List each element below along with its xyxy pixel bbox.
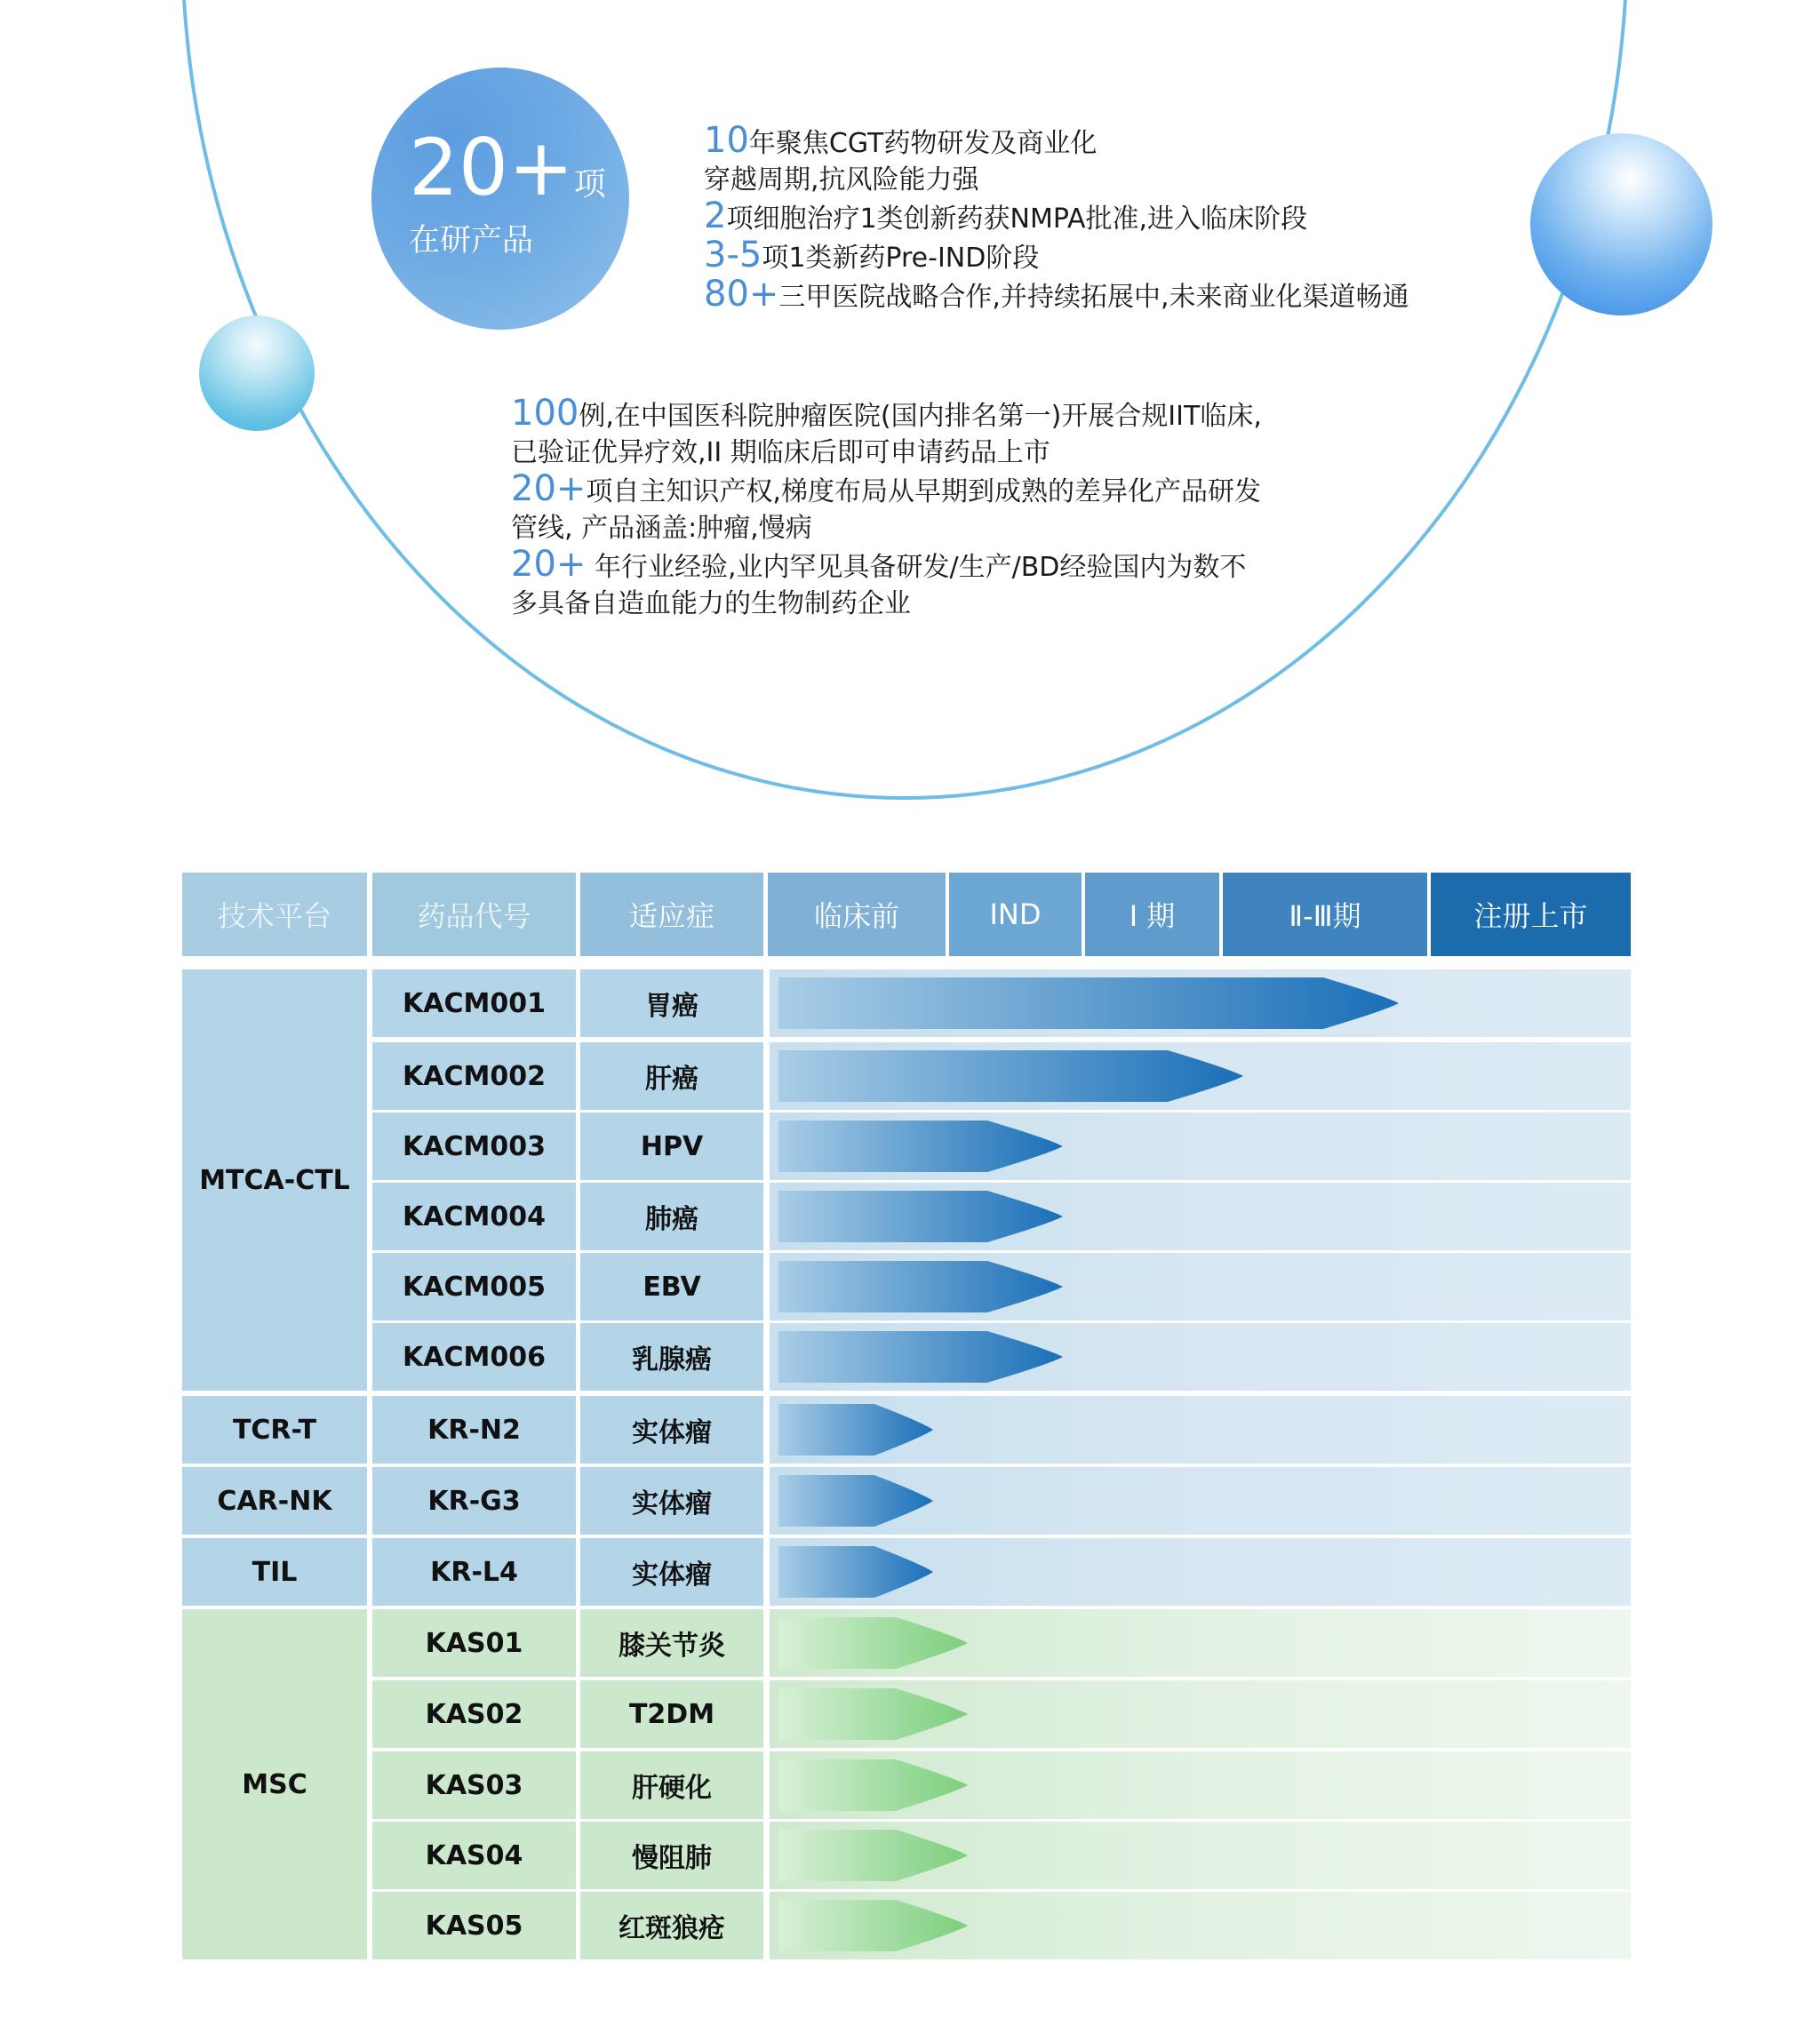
product-count: 20+项: [409, 122, 606, 213]
header-cell: Ⅱ-Ⅲ期: [1223, 873, 1427, 956]
progress-arrow-shape: [778, 1546, 933, 1598]
progress-arrow: [778, 1617, 968, 1669]
indication-cell: 肝癌: [580, 1042, 763, 1110]
stat-line: [704, 237, 1409, 276]
indication-cell: 实体瘤: [580, 1538, 763, 1606]
progress-arrow-shape: [778, 1900, 968, 1951]
progress-arrow-shape: [778, 1830, 968, 1881]
drug-code-cell: KAS04: [372, 1822, 576, 1889]
header-cell: I 期: [1085, 873, 1219, 956]
indication-cell: 实体瘤: [580, 1467, 763, 1535]
stat-text: 项1类新药Pre-IND阶段: [762, 243, 1040, 274]
header-cell: 适应症: [580, 873, 763, 956]
progress-arrow: [778, 1475, 933, 1527]
indication-cell: 红斑狼疮: [580, 1892, 763, 1959]
stat-line: [704, 120, 1409, 162]
stat-line: [511, 510, 1262, 546]
progress-arrow: [778, 1759, 968, 1811]
stat-figure: 20+: [511, 468, 587, 509]
stat-line: [704, 276, 1409, 315]
progress-arrow: [778, 1546, 933, 1598]
progress-arrow: [778, 1191, 1063, 1242]
progress-arrow-shape: [778, 977, 1399, 1029]
progress-arrow: [778, 1121, 1063, 1172]
stat-line: [511, 435, 1262, 471]
progress-arrow-shape: [778, 1050, 1243, 1102]
decorative-orb-right: [1530, 133, 1712, 315]
product-count-unit: 项: [573, 166, 606, 203]
drug-code-cell: KACM001: [372, 969, 576, 1037]
stat-figure: 3-5: [704, 235, 762, 275]
header-cell: 注册上市: [1431, 873, 1631, 956]
progress-arrow: [778, 1050, 1243, 1102]
stat-text: 穿越周期,抗风险能力强: [704, 164, 979, 195]
progress-arrow: [778, 1830, 968, 1881]
header-cell: 技术平台: [182, 873, 367, 956]
stat-text: 多具备自造血能力的生物制药企业: [511, 588, 911, 619]
progress-arrow-shape: [778, 1688, 968, 1740]
drug-code-cell: KAS01: [372, 1609, 576, 1677]
progress-arrow-shape: [778, 1475, 933, 1527]
progress-arrow: [778, 977, 1399, 1029]
drug-code-cell: KR-G3: [372, 1467, 576, 1535]
drug-code-cell: KACM004: [372, 1183, 576, 1250]
progress-arrow-shape: [778, 1617, 968, 1669]
progress-arrow-shape: [778, 1121, 1063, 1172]
stat-line: [704, 162, 1409, 198]
drug-code-cell: KAS05: [372, 1892, 576, 1959]
stat-text: 管线, 产品涵盖:肿瘤,慢病: [511, 513, 812, 544]
stat-text: 例,在中国医科院肿瘤医院(国内排名第一)开展合规IIT临床,: [579, 401, 1262, 432]
drug-code-cell: KACM006: [372, 1323, 576, 1391]
progress-arrow: [778, 1900, 968, 1951]
drug-code-cell: KAS03: [372, 1751, 576, 1819]
product-count-caption: 在研产品: [409, 223, 534, 259]
progress-arrow: [778, 1404, 933, 1456]
indication-cell: 慢阻肺: [580, 1822, 763, 1889]
progress-arrow-shape: [778, 1191, 1063, 1242]
indication-cell: 膝关节炎: [580, 1609, 763, 1677]
indication-cell: EBV: [580, 1253, 763, 1320]
drug-code-cell: KR-N2: [372, 1396, 576, 1464]
header-cell: IND: [949, 873, 1082, 956]
stat-text: 年聚焦CGT药物研发及商业化: [748, 128, 1098, 159]
stats-block-2: [511, 395, 1262, 622]
indication-cell: 胃癌: [580, 969, 763, 1037]
indication-cell: 肝硬化: [580, 1751, 763, 1819]
progress-arrow: [778, 1261, 1063, 1312]
drug-code-cell: KR-L4: [372, 1538, 576, 1606]
indication-cell: 实体瘤: [580, 1396, 763, 1464]
stat-text: 项细胞治疗1类创新药获NMPA批准,进入临床阶段: [726, 203, 1308, 235]
stat-figure: 10: [704, 120, 749, 161]
platform-cell: MTCA-CTL: [182, 969, 367, 1391]
stat-text: 三甲医院战略合作,并持续拓展中,未来商业化渠道畅通: [778, 282, 1409, 313]
stat-text: 年行业经验,业内罕见具备研发/生产/BD经验国内为数不: [586, 552, 1247, 583]
stat-text: 已验证优异疗效,II 期临床后即可申请药品上市: [511, 437, 1050, 468]
stat-figure: 80+: [704, 274, 779, 315]
indication-cell: T2DM: [580, 1680, 763, 1748]
progress-arrow-shape: [778, 1331, 1063, 1383]
drug-code-cell: KACM003: [372, 1113, 576, 1180]
decorative-orb-left: [199, 315, 315, 431]
stat-figure: 20+: [511, 544, 587, 585]
platform-cell: CAR-NK: [182, 1467, 367, 1535]
indication-cell: HPV: [580, 1113, 763, 1180]
stat-line: [704, 195, 1409, 237]
stat-figure: 2: [704, 195, 727, 236]
platform-cell: TCR-T: [182, 1396, 367, 1464]
stat-figure: 100: [511, 393, 579, 434]
indication-cell: 肺癌: [580, 1183, 763, 1250]
platform-cell: MSC: [182, 1609, 367, 1959]
progress-arrow-shape: [778, 1759, 968, 1811]
progress-arrow-shape: [778, 1261, 1063, 1312]
stats-block-1: [704, 120, 1409, 315]
header-cell: 临床前: [768, 873, 946, 956]
drug-code-cell: KAS02: [372, 1680, 576, 1748]
platform-cell: TIL: [182, 1538, 367, 1606]
drug-code-cell: KACM005: [372, 1253, 576, 1320]
indication-cell: 乳腺癌: [580, 1323, 763, 1391]
stat-text: 项自主知识产权,梯度布局从早期到成熟的差异化产品研发: [586, 476, 1261, 507]
progress-arrow-shape: [778, 1404, 933, 1456]
header-cell: 药品代号: [372, 873, 576, 956]
progress-arrow: [778, 1688, 968, 1740]
stat-line: [511, 546, 1262, 586]
drug-code-cell: KACM002: [372, 1042, 576, 1110]
stat-line: [511, 586, 1262, 622]
progress-arrow: [778, 1331, 1063, 1383]
stat-line: [511, 395, 1262, 435]
stat-line: [511, 468, 1262, 510]
